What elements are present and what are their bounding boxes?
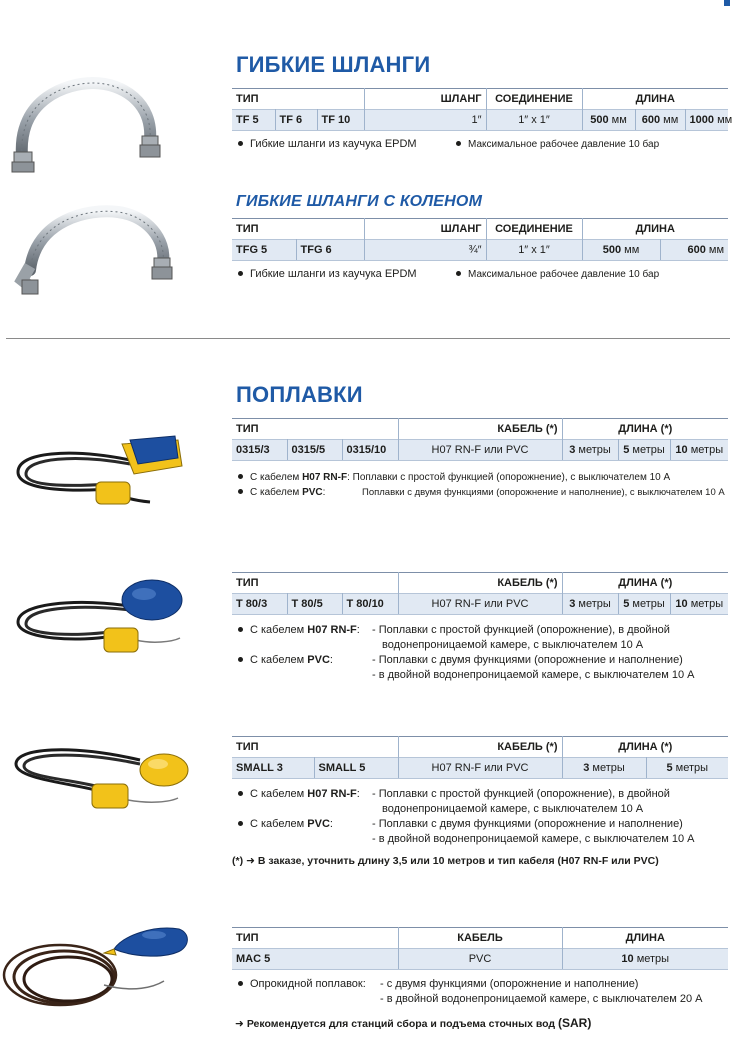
note-h07-description-1: - Поплавки с простой функцией (опорожнение), в двойной xyxy=(372,788,670,800)
table-header-row xyxy=(232,573,728,594)
length-cell: 600 мм xyxy=(635,110,685,131)
col-header-length: ДЛИНА (*) xyxy=(562,419,728,440)
length-cell: 600 мм xyxy=(660,240,728,261)
cable-cell: H07 RN-F или PVC xyxy=(398,440,562,461)
table-row xyxy=(232,240,728,261)
type-cell: SMALL 3 xyxy=(232,758,314,779)
bullet-icon xyxy=(238,141,243,146)
note-pvc-description: Поплавки с двумя функциями (опорожнение и наполнение), с выключателем 10 А xyxy=(362,487,725,498)
table-row xyxy=(232,110,728,131)
note-h07-description-2: водонепроницаемой камере, с выключателем 10 А xyxy=(382,639,644,651)
hose-cell: ¾″ xyxy=(364,240,486,261)
table-row xyxy=(232,594,728,615)
cable-cell: H07 RN-F или PVC xyxy=(398,758,562,779)
col-header-type: ТИП xyxy=(232,737,398,758)
note-pvc-description-1: - Поплавки с двумя функциями (опорожнение и наполнение) xyxy=(372,654,683,666)
length-cell: 10 метры xyxy=(562,949,728,970)
elbow-hose-image xyxy=(8,200,173,300)
col-header-type: ТИП xyxy=(232,928,398,949)
note-h07-cable: С кабелем H07 RN-F: xyxy=(238,623,360,638)
note-pressure: Максимальное рабочее давление 10 бар xyxy=(456,267,659,282)
length-cell: 10 метры xyxy=(670,594,728,615)
cable-cell: PVC xyxy=(398,949,562,970)
length-cell: 3 метры xyxy=(562,758,646,779)
col-header-cable: КАБЕЛЬ (*) xyxy=(398,419,562,440)
float-switch-image-mac xyxy=(4,915,194,1025)
table-header-row xyxy=(232,419,728,440)
col-header-connection: СОЕДИНЕНИЕ xyxy=(486,219,582,240)
col-header-cable: КАБЕЛЬ (*) xyxy=(398,573,562,594)
type-cell: TF 5 xyxy=(232,110,275,131)
note-h07-description-2: водонепроницаемой камере, с выключателем 10 А xyxy=(382,803,644,815)
length-cell: 10 метры xyxy=(670,440,728,461)
bullet-icon xyxy=(238,981,243,986)
note-pvc-description-2: - в двойной водонепроницаемой камере, с выключателем 10 А xyxy=(372,669,695,681)
bullet-icon xyxy=(238,489,243,494)
length-cell: 3 метры xyxy=(562,594,618,615)
type-cell: 0315/5 xyxy=(287,440,342,461)
col-header-type: ТИП xyxy=(232,573,398,594)
bullet-icon xyxy=(456,271,461,276)
float-switch-image-0315 xyxy=(10,430,190,520)
note-h07-description-1: - Поплавки с простой функцией (опорожнение), в двойной xyxy=(372,624,670,636)
note-pvc-description-1: - Поплавки с двумя функциями (опорожнение и наполнение) xyxy=(372,818,683,830)
col-header-hose: ШЛАНГ xyxy=(364,219,486,240)
cable-cell: H07 RN-F или PVC xyxy=(398,594,562,615)
note-tilt-float: Опрокидной поплавок: xyxy=(238,977,366,992)
table-header-row xyxy=(232,928,728,949)
col-header-type: ТИП xyxy=(232,89,364,110)
table-row xyxy=(232,440,728,461)
section-title-hoses: ГИБКИЕ ШЛАНГИ xyxy=(236,52,431,77)
order-footnote: (*) ➜ В заказе, уточнить длину 3,5 или 10 метров и тип кабеля (H07 RN-F или PVC) xyxy=(232,855,659,867)
col-header-length: ДЛИНА xyxy=(562,928,728,949)
note-tilt-description-2: - в двойной водонепроницаемой камере, с выключателем 20 А xyxy=(380,993,703,1005)
note-pvc-cable: С кабелем PVC: xyxy=(238,485,325,500)
note-pvc-cable: С кабелем PVC: xyxy=(238,653,333,668)
bullet-icon xyxy=(238,271,243,276)
col-header-type: ТИП xyxy=(232,419,398,440)
elbow-hoses-table xyxy=(232,218,728,261)
type-cell: TFG 5 xyxy=(232,240,296,261)
col-header-type: ТИП xyxy=(232,219,364,240)
connection-cell: 1″ x 1″ xyxy=(486,240,582,261)
table-row xyxy=(232,758,728,779)
table-header-row xyxy=(232,219,728,240)
length-cell: 500 мм xyxy=(582,240,660,261)
arrow-right-icon: ➜ xyxy=(246,855,255,867)
bullet-icon xyxy=(238,474,243,479)
type-cell: TF 10 xyxy=(317,110,364,131)
float-0315-table xyxy=(232,418,728,461)
note-tilt-description-1: - с двумя функциями (опорожнение и наполнение) xyxy=(380,978,639,990)
col-header-cable: КАБЕЛЬ xyxy=(398,928,562,949)
flexible-hose-image xyxy=(8,78,168,178)
note-pvc-description-2: - в двойной водонепроницаемой камере, с выключателем 10 А xyxy=(372,833,695,845)
float-mac-table xyxy=(232,927,728,970)
type-cell: 0315/10 xyxy=(342,440,398,461)
table-row xyxy=(232,949,728,970)
length-cell: 5 метры xyxy=(618,440,670,461)
type-cell: TFG 6 xyxy=(296,240,364,261)
float-switch-image-small xyxy=(10,740,190,820)
col-header-connection: СОЕДИНЕНИЕ xyxy=(486,89,582,110)
type-cell: T 80/5 xyxy=(287,594,342,615)
connection-cell: 1″ x 1″ xyxy=(486,110,582,131)
length-cell: 1000 мм xyxy=(685,110,728,131)
note-material: Гибкие шланги из каучука EPDM xyxy=(238,137,417,152)
col-header-hose: ШЛАНГ xyxy=(364,89,486,110)
float-small-table xyxy=(232,736,728,779)
length-cell: 5 метры xyxy=(618,594,670,615)
length-cell: 5 метры xyxy=(646,758,728,779)
hose-cell: 1″ xyxy=(364,110,486,131)
length-cell: 500 мм xyxy=(582,110,635,131)
note-pvc-cable: С кабелем PVC: xyxy=(238,817,333,832)
col-header-length: ДЛИНА (*) xyxy=(562,737,728,758)
type-cell: T 80/3 xyxy=(232,594,287,615)
type-cell: T 80/10 xyxy=(342,594,398,615)
float-switch-image-t80 xyxy=(12,578,192,668)
bullet-icon xyxy=(238,821,243,826)
section-divider xyxy=(6,338,730,339)
section-title-elbow-hoses: ГИБКИЕ ШЛАНГИ С КОЛЕНОМ xyxy=(236,193,483,210)
col-header-length: ДЛИНА (*) xyxy=(562,573,728,594)
bullet-icon xyxy=(238,657,243,662)
length-cell: 3 метры xyxy=(562,440,618,461)
type-cell: TF 6 xyxy=(275,110,317,131)
col-header-length: ДЛИНА xyxy=(582,219,728,240)
note-h07-cable: С кабелем H07 RN-F: xyxy=(238,787,360,802)
bullet-icon xyxy=(238,627,243,632)
bullet-icon xyxy=(238,791,243,796)
corner-mark xyxy=(724,0,730,6)
type-cell: SMALL 5 xyxy=(314,758,398,779)
sar-footnote: ➜ Рекомендуется для станций сбора и подъема сточных вод (SAR) xyxy=(235,1016,592,1030)
note-h07-cable: С кабелем H07 RN-F: Поплавки с простой функцией (опорожнение), с выключателем 10 А xyxy=(238,470,670,485)
type-cell: MAC 5 xyxy=(232,949,398,970)
arrow-right-icon: ➜ xyxy=(235,1018,244,1030)
type-cell: 0315/3 xyxy=(232,440,287,461)
table-header-row xyxy=(232,89,728,110)
bullet-icon xyxy=(456,141,461,146)
note-pressure: Максимальное рабочее давление 10 бар xyxy=(456,137,659,152)
float-t80-table xyxy=(232,572,728,615)
col-header-cable: КАБЕЛЬ (*) xyxy=(398,737,562,758)
hoses-table xyxy=(232,88,732,131)
note-material: Гибкие шланги из каучука EPDM xyxy=(238,267,417,282)
section-title-floats: ПОПЛАВКИ xyxy=(236,382,363,407)
col-header-length: ДЛИНА xyxy=(582,89,728,110)
table-header-row xyxy=(232,737,728,758)
